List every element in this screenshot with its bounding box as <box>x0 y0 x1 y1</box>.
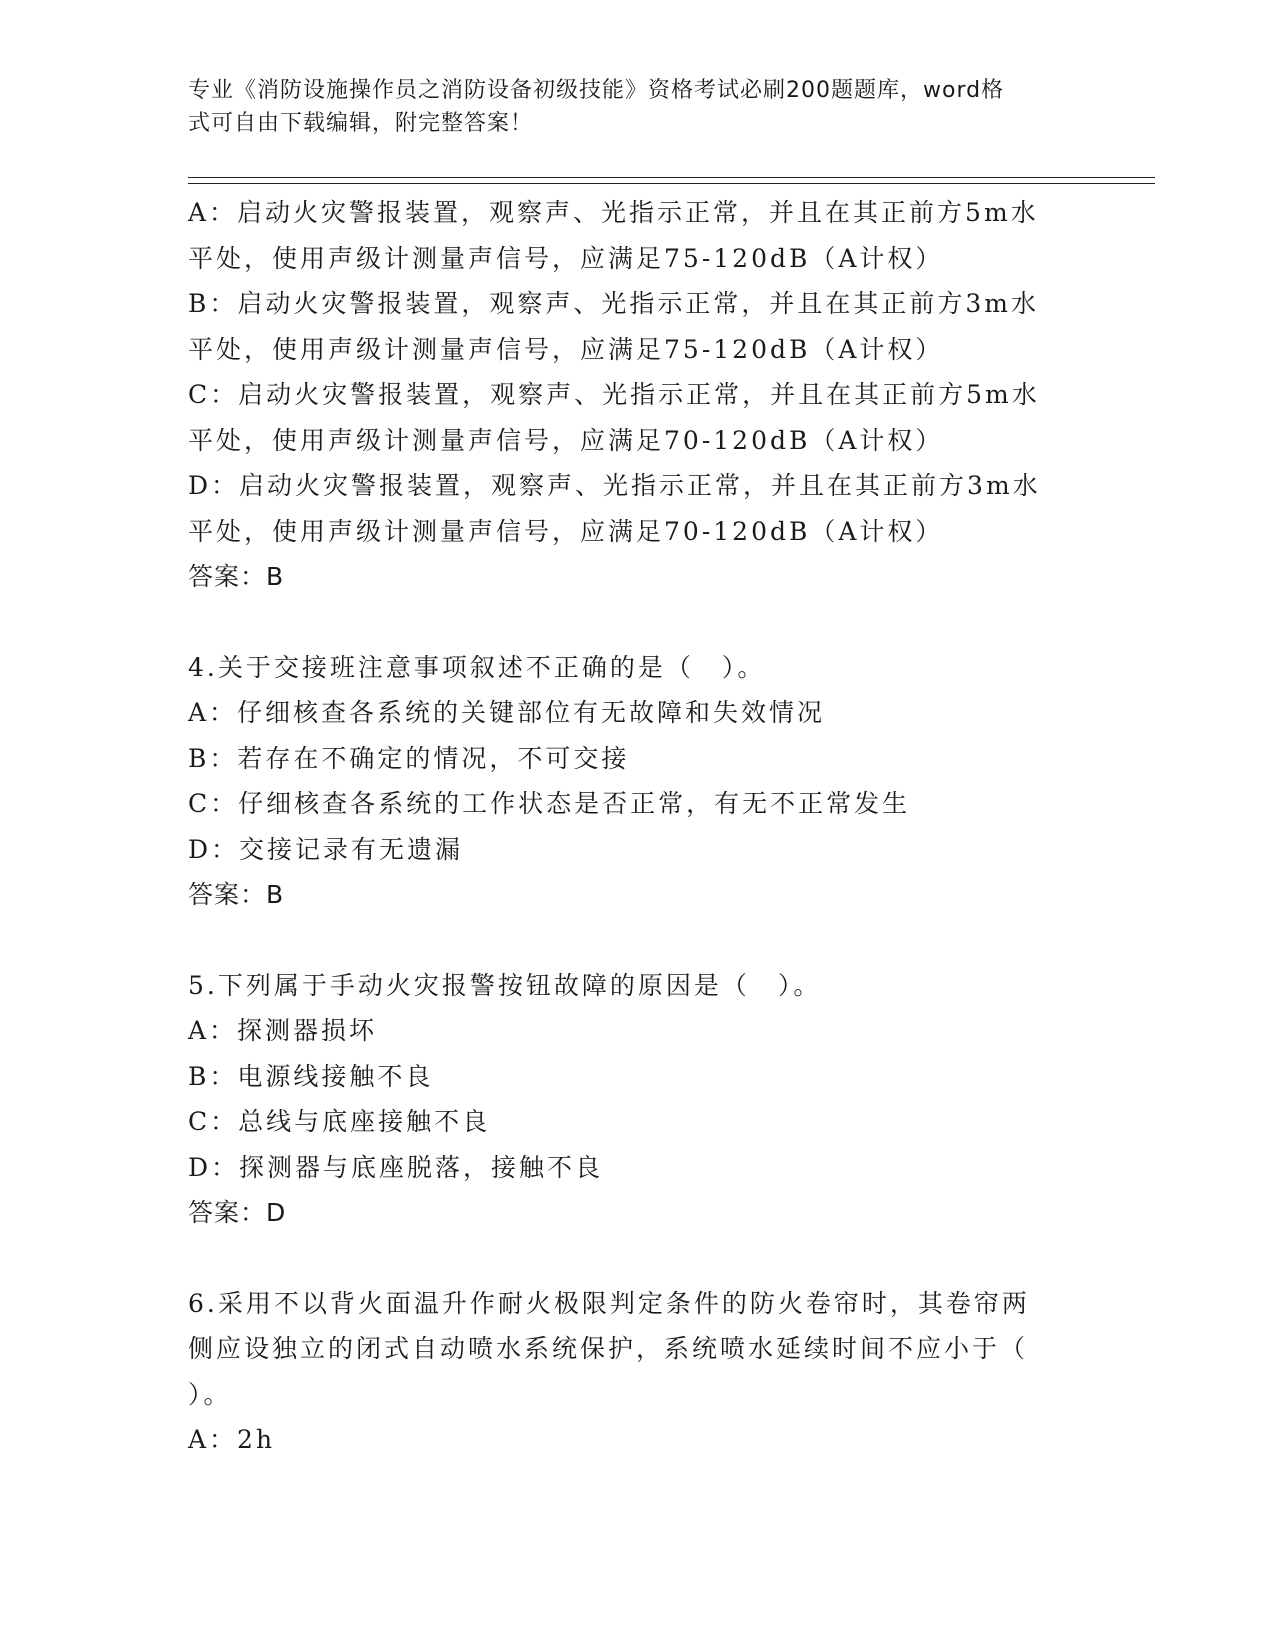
spacer <box>188 600 1068 645</box>
q3-option-d-line-2: 平处，使用声级计测量声信号，应满足70-120dB（A计权） <box>188 516 944 546</box>
q3-option-c-line-2: 平处，使用声级计测量声信号，应满足70-120dB（A计权） <box>188 425 944 455</box>
q6-stem-line-1: 6.采用不以背火面温升作耐火极限判定条件的防火卷帘时，其卷帘两 <box>188 1288 1030 1318</box>
q5-stem: 5.下列属于手动火灾报警按钮故障的原因是（ ）。 <box>188 970 822 1000</box>
q3-option-a-line-1: A：启动火灾警报装置，观察声、光指示正常，并且在其正前方5m水 <box>188 198 1039 227</box>
q5-option-d: D：探测器与底座脱落，接触不良 <box>188 1152 604 1182</box>
q6-stem-line-2: 侧应设独立的闭式自动喷水系统保护，系统喷水延续时间不应小于（ <box>188 1334 1029 1363</box>
question-6 <box>188 1281 1068 1463</box>
q4-answer: 答案：B <box>188 880 285 909</box>
question-4 <box>188 645 1068 918</box>
question-3 <box>188 190 1068 600</box>
header-title-line-1: 专业《消防设施操作员之消防设备初级技能》资格考试必刷200题题库，word格 <box>188 78 1005 103</box>
header-title-line-2: 式可自由下载编辑，附完整答案！ <box>188 111 534 136</box>
q5-answer: 答案：D <box>188 1198 287 1227</box>
spacer <box>188 1236 1068 1281</box>
question-content <box>188 190 1068 1463</box>
q3-option-a-line-2: 平处，使用声级计测量声信号，应满足75-120dB（A计权） <box>188 243 944 273</box>
q6-option-a: A：2h <box>188 1425 276 1454</box>
q3-option-d-line-1: D：启动火灾警报装置，观察声、光指示正常，并且在其正前方3m水 <box>188 471 1041 500</box>
q3-answer: 答案：B <box>188 562 285 591</box>
q6-stem-line-3: ）。 <box>188 1379 232 1409</box>
q3-option-b-line-2: 平处，使用声级计测量声信号，应满足75-120dB（A计权） <box>188 334 944 364</box>
header-divider-top <box>188 177 1155 178</box>
q5-option-b: B：电源线接触不良 <box>188 1061 434 1091</box>
question-5 <box>188 963 1068 1236</box>
spacer <box>188 918 1068 963</box>
header-divider-bottom <box>188 183 1155 184</box>
document-header <box>188 74 1068 140</box>
q4-option-c: C：仔细核查各系统的工作状态是否正常，有无不正常发生 <box>188 789 911 818</box>
q4-option-b: B：若存在不确定的情况，不可交接 <box>188 743 630 773</box>
q5-option-c: C：总线与底座接触不良 <box>188 1107 491 1136</box>
q5-option-a: A：探测器损坏 <box>188 1016 378 1045</box>
q3-option-b-line-1: B：启动火灾警报装置，观察声、光指示正常，并且在其正前方3m水 <box>188 289 1039 318</box>
q4-option-d: D：交接记录有无遗漏 <box>188 834 464 864</box>
q4-stem: 4.关于交接班注意事项叙述不正确的是（ ）。 <box>188 652 766 682</box>
q3-option-c-line-1: C：启动火灾警报装置，观察声、光指示正常，并且在其正前方5m水 <box>188 380 1040 409</box>
q4-option-a: A：仔细核查各系统的关键部位有无故障和失效情况 <box>188 698 826 727</box>
